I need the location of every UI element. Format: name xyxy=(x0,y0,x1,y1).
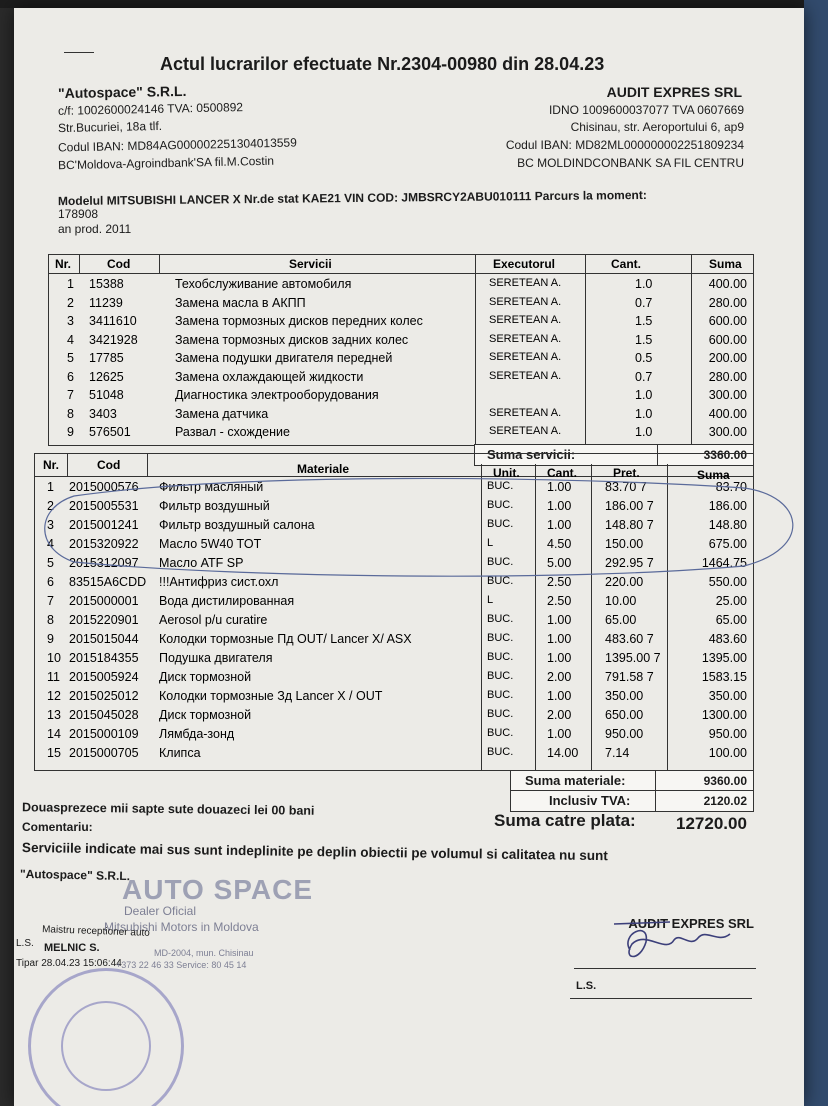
material-cod: 2015000576 xyxy=(69,480,139,494)
material-sum: 550.00 xyxy=(708,575,747,589)
service-nr: 2 xyxy=(67,295,74,310)
material-sum: 1300.00 xyxy=(701,708,747,722)
service-cod: 3403 xyxy=(89,406,117,421)
material-sum: 675.00 xyxy=(708,537,747,551)
material-unit: BUC. xyxy=(487,518,514,530)
material-unit: BUC. xyxy=(487,708,514,720)
material-unit: BUC. xyxy=(487,556,514,568)
service-sum: 280.00 xyxy=(708,369,747,384)
material-sum: 148.80 xyxy=(708,518,747,532)
material-unit: BUC. xyxy=(487,499,514,511)
material-sum: 350.00 xyxy=(708,689,747,703)
material-qty: 4.50 xyxy=(547,537,572,551)
material-cod: 2015005531 xyxy=(69,499,139,513)
services-table xyxy=(48,254,754,446)
service-sum: 300.00 xyxy=(708,388,747,402)
materials-total-label: Suma materiale: xyxy=(525,773,626,788)
material-unit: BUC. xyxy=(487,651,514,663)
material-name: Подушка двигателя xyxy=(159,651,273,665)
service-executor: SERETEAN A. xyxy=(489,332,562,345)
material-cod: 2015220901 xyxy=(69,613,139,627)
seller-line3: Codul IBAN: MD84AG000002251304013559 xyxy=(57,135,297,155)
material-name: Масло ATF SP xyxy=(159,556,244,570)
material-name: Клипса xyxy=(159,746,201,760)
material-cod: 2015045028 xyxy=(69,708,139,722)
material-price: 186.00 7 xyxy=(605,499,654,513)
material-nr: 5 xyxy=(47,556,54,570)
material-sum: 100.00 xyxy=(708,746,747,760)
service-qty: 0.7 xyxy=(635,295,653,310)
footer-seller: "Autospace" S.R.L. xyxy=(19,866,131,884)
tva-label: Inclusiv TVA: xyxy=(549,793,631,808)
service-qty: 0.5 xyxy=(635,351,653,365)
pay-label: Suma catre plata: xyxy=(494,811,636,830)
tva-box xyxy=(510,790,754,812)
service-nr: 5 xyxy=(67,351,74,365)
material-name: Фильтр масляный xyxy=(159,480,264,494)
material-price: 10.00 xyxy=(605,594,637,608)
service-nr: 9 xyxy=(67,425,74,439)
service-executor: SERETEAN A. xyxy=(489,314,562,326)
ls-right: L.S. xyxy=(576,980,597,992)
material-nr: 3 xyxy=(47,518,54,532)
material-price: 1395.00 7 xyxy=(605,651,661,665)
service-qty: 1.5 xyxy=(635,332,653,347)
material-qty: 2.50 xyxy=(547,575,572,589)
service-qty: 1.0 xyxy=(635,406,653,421)
material-unit: BUC. xyxy=(487,746,514,758)
material-name: Вода дистилированная xyxy=(159,594,295,608)
material-qty: 1.00 xyxy=(547,518,572,532)
material-sum: 950.00 xyxy=(708,727,747,741)
tva-value: 2120.02 xyxy=(703,794,747,808)
signature-line xyxy=(574,968,756,969)
material-row xyxy=(35,746,753,764)
service-row xyxy=(49,296,753,314)
material-price: 483.60 7 xyxy=(605,632,654,646)
material-name: Масло 5W40 TOT xyxy=(159,537,262,551)
material-row xyxy=(35,670,753,688)
material-name: Диск тормозной xyxy=(159,708,252,722)
service-row xyxy=(49,333,753,351)
service-executor: SERETEAN A. xyxy=(489,295,562,308)
material-qty: 5.00 xyxy=(547,556,572,570)
material-cod: 2015015044 xyxy=(69,632,139,646)
buyer-line1: IDNO 1009600037077 TVA 0607669 xyxy=(548,103,744,117)
material-unit: BUC. xyxy=(487,670,514,682)
material-unit: L xyxy=(487,594,494,606)
materials-total-value: 9360.00 xyxy=(703,774,747,788)
svc-hdr-nr: Nr. xyxy=(55,257,72,271)
maistru-name: MELNIC S. xyxy=(44,942,100,954)
service-cod: 12625 xyxy=(89,369,124,384)
vehicle-mileage: 178908 xyxy=(58,207,99,221)
mat-hdr-nr: Nr. xyxy=(43,458,60,472)
material-qty: 1.00 xyxy=(547,651,572,665)
ls-left: L.S. xyxy=(16,938,34,949)
material-cod: 2015000109 xyxy=(69,727,139,741)
material-qty: 1.00 xyxy=(547,689,572,703)
comment-label: Comentariu: xyxy=(22,820,93,834)
material-unit: BUC. xyxy=(487,480,514,492)
material-cod: 2015312097 xyxy=(69,556,139,570)
maistru-label: Maistru receptioner auto xyxy=(41,924,151,939)
service-qty: 1.0 xyxy=(635,388,653,402)
material-qty: 1.00 xyxy=(547,499,572,513)
print-date: Tipar 28.04.23 15:06:44 xyxy=(16,958,122,969)
material-nr: 9 xyxy=(47,632,54,646)
vehicle-line1: Modelul MITSUBISHI LANCER X Nr.de stat KAE21 VIN COD: JMBSRCY2ABU010111 Parcurs la moment: xyxy=(57,187,647,209)
material-sum: 1583.15 xyxy=(701,670,747,684)
service-sum: 200.00 xyxy=(708,351,747,365)
service-executor: SERETEAN A. xyxy=(489,425,562,437)
material-price: 650.00 xyxy=(605,708,644,722)
material-unit: L xyxy=(487,537,494,549)
pen-oval-mark xyxy=(44,478,784,578)
material-price: 292.95 7 xyxy=(605,556,654,570)
material-name: Лямбда-зонд xyxy=(159,727,235,741)
materials-total-box xyxy=(510,770,754,792)
ls-line xyxy=(570,998,752,999)
material-row xyxy=(35,594,753,612)
service-cod: 51048 xyxy=(89,388,124,402)
material-unit: BUC. xyxy=(487,689,514,701)
material-name: Aerosol p/u curatire xyxy=(159,613,268,627)
material-price: 791.58 7 xyxy=(605,670,654,684)
material-qty: 1.00 xyxy=(547,632,572,646)
material-price: 148.80 7 xyxy=(605,518,654,532)
service-row xyxy=(49,425,753,443)
svc-hdr-executorul: Executorul xyxy=(493,257,556,271)
material-nr: 10 xyxy=(47,651,61,665)
mat-hdr-unit: Unit. xyxy=(493,466,520,480)
vehicle-year: an prod. 2011 xyxy=(58,222,132,236)
mat-hdr-pret: Pret. xyxy=(613,466,640,480)
service-name: Замена масла в АКПП xyxy=(175,295,306,310)
autospace-logo: AUTO SPACE xyxy=(122,874,313,905)
material-qty: 2.00 xyxy=(547,670,572,684)
background-fabric xyxy=(804,0,828,1106)
material-sum: 483.60 xyxy=(708,632,747,646)
material-nr: 1 xyxy=(47,480,54,494)
material-sum: 83.70 xyxy=(715,480,747,494)
service-row xyxy=(49,277,753,295)
material-unit: BUC. xyxy=(487,727,514,739)
service-nr: 7 xyxy=(67,388,74,402)
svc-hdr-cod: Cod xyxy=(107,257,131,271)
mat-hdr-suma: Suma xyxy=(697,468,730,482)
stamp-addr1: MD-2004, mun. Chisinau xyxy=(154,948,254,958)
material-price: 150.00 xyxy=(605,537,644,551)
material-qty: 2.50 xyxy=(547,594,572,608)
amount-in-words: Douasprezece mii sapte sute douazeci lei 00 bani xyxy=(21,800,315,818)
service-name: Замена датчика xyxy=(175,406,269,421)
service-name: Замена охлаждающей жидкости xyxy=(175,369,364,384)
buyer-name: AUDIT EXPRES SRL xyxy=(606,84,742,100)
material-nr: 8 xyxy=(47,613,54,627)
material-cod: 2015025012 xyxy=(69,689,139,703)
material-price: 350.00 xyxy=(605,689,644,703)
material-nr: 12 xyxy=(47,689,61,703)
material-nr: 7 xyxy=(47,594,54,608)
service-cod: 3421928 xyxy=(89,332,138,347)
seller-line4: BC'Moldova-Agroindbank'SA fil.M.Costin xyxy=(57,153,275,173)
service-row xyxy=(49,407,753,425)
material-price: 83.70 7 xyxy=(605,480,647,494)
material-row xyxy=(35,708,753,726)
document-title: Actul lucrarilor efectuate Nr.2304-00980 din 28.04.23 xyxy=(160,54,605,74)
material-cod: 2015000705 xyxy=(69,746,139,760)
service-row xyxy=(49,388,753,406)
material-cod: 2015000001 xyxy=(69,594,139,608)
service-name: Развал - схождение xyxy=(175,425,290,439)
service-sum: 600.00 xyxy=(708,314,747,328)
stray-mark xyxy=(64,52,94,53)
service-row xyxy=(49,351,753,369)
material-qty: 2.00 xyxy=(547,708,572,722)
service-sum: 400.00 xyxy=(708,406,747,421)
service-name: Замена тормозных дисков задних колес xyxy=(175,332,409,347)
material-cod: 2015320922 xyxy=(69,537,139,551)
material-name: Колодки тормозные Зд Lancer X / OUT xyxy=(159,689,383,703)
service-cod: 17785 xyxy=(89,351,124,365)
material-sum: 65.00 xyxy=(715,613,747,627)
material-row xyxy=(35,613,753,631)
service-executor: SERETEAN A. xyxy=(489,406,562,419)
material-qty: 1.00 xyxy=(547,613,572,627)
svc-hdr-cant: Cant. xyxy=(611,257,641,271)
service-qty: 0.7 xyxy=(635,369,653,384)
material-price: 950.00 xyxy=(605,727,644,741)
material-row xyxy=(35,689,753,707)
service-nr: 1 xyxy=(67,277,74,291)
material-unit: BUC. xyxy=(487,575,514,587)
service-nr: 4 xyxy=(67,332,74,347)
material-cod: 83515A6CDD xyxy=(69,575,147,589)
seller-line1: c/f: 1002600024146 TVA: 0500892 xyxy=(57,100,244,118)
material-price: 220.00 xyxy=(605,575,644,589)
service-cod: 15388 xyxy=(89,277,124,291)
material-nr: 13 xyxy=(47,708,61,722)
material-cod: 2015184355 xyxy=(69,651,139,665)
service-name: Замена тормозных дисков передних колес xyxy=(175,314,423,328)
material-nr: 15 xyxy=(47,746,61,760)
material-name: Колодки тормозные Пд OUT/ Lancer X/ ASX xyxy=(159,632,412,646)
invoice-paper xyxy=(14,8,804,1106)
service-executor: SERETEAN A. xyxy=(489,351,562,363)
material-name: Диск тормозной xyxy=(159,670,252,684)
material-nr: 4 xyxy=(47,537,54,551)
material-cod: 2015005924 xyxy=(69,670,139,684)
material-qty: 14.00 xyxy=(547,746,579,760)
service-nr: 6 xyxy=(67,369,74,384)
svc-hdr-servicii: Servicii xyxy=(289,257,332,271)
service-executor: SERETEAN A. xyxy=(489,277,562,289)
service-cod: 576501 xyxy=(89,425,131,439)
service-row xyxy=(49,314,753,332)
material-price: 7.14 xyxy=(605,746,630,760)
material-unit: BUC. xyxy=(487,613,514,625)
stamp-dealer-line1: Dealer Oficial xyxy=(124,904,197,918)
service-qty: 1.0 xyxy=(635,425,653,439)
service-qty: 1.0 xyxy=(635,277,653,291)
material-nr: 2 xyxy=(47,499,54,513)
mat-hdr-cod: Cod xyxy=(97,458,121,472)
service-sum: 400.00 xyxy=(708,277,747,291)
footer-buyer: AUDIT EXPRES SRL xyxy=(628,916,754,931)
service-cod: 11239 xyxy=(89,295,123,310)
signature-mark xyxy=(610,914,750,968)
service-name: Диагностика электрооборудования xyxy=(175,388,379,402)
services-total-value: 3360.00 xyxy=(703,448,747,462)
buyer-line3: Codul IBAN: MD82ML000000002251809234 xyxy=(505,138,744,152)
material-row xyxy=(35,651,753,669)
seller-line2: Str.Bucuriei, 18a tlf. xyxy=(57,118,163,136)
material-qty: 1.00 xyxy=(547,480,572,494)
service-nr: 8 xyxy=(67,406,74,421)
material-row xyxy=(35,727,753,745)
service-sum: 280.00 xyxy=(708,295,747,310)
services-total-label: Suma servicii: xyxy=(487,447,576,462)
material-nr: 14 xyxy=(47,727,61,741)
buyer-line4: BC MOLDINDCONBANK SA FIL CENTRU xyxy=(517,156,744,170)
pay-value: 12720.00 xyxy=(676,814,747,833)
service-cod: 3411610 xyxy=(89,314,137,328)
mat-hdr-cant: Cant. xyxy=(547,466,577,480)
buyer-line2: Chisinau, str. Aeroportului 6, ap9 xyxy=(570,120,744,134)
svc-hdr-suma: Suma xyxy=(709,257,742,271)
material-price: 65.00 xyxy=(605,613,637,627)
round-stamp xyxy=(28,968,184,1106)
service-row xyxy=(49,370,753,388)
service-qty: 1.5 xyxy=(635,314,653,328)
material-row xyxy=(35,632,753,650)
service-nr: 3 xyxy=(67,314,74,328)
top-dark-edge xyxy=(0,0,828,8)
material-sum: 1395.00 xyxy=(701,651,747,665)
material-nr: 6 xyxy=(47,575,54,589)
material-nr: 11 xyxy=(47,670,60,684)
material-name: Фильтр воздушный xyxy=(159,499,270,513)
service-name: Техобслуживание автомобиля xyxy=(175,277,352,291)
stamp-dealer-line2: Mitsubishi Motors in Moldova xyxy=(104,920,259,934)
mat-hdr-materiale: Materiale xyxy=(297,462,350,476)
material-name: !!!Антифриз сист.охл xyxy=(159,575,279,589)
seller-name: "Autospace" S.R.L. xyxy=(57,82,187,102)
material-unit: BUC. xyxy=(487,632,514,644)
service-executor: SERETEAN A. xyxy=(489,369,562,382)
material-cod: 2015001241 xyxy=(69,518,139,532)
service-name: Замена подушки двигателя передней xyxy=(175,351,393,365)
statement-text: Serviciile indicate mai sus sunt indeplinite pe deplin obiectii pe volumul si calitatea nu sunt xyxy=(21,840,608,864)
stamp-addr2: +373 22 46 33 Service: 80 45 14 xyxy=(116,960,247,970)
service-sum: 300.00 xyxy=(708,425,747,439)
material-sum: 186.00 xyxy=(708,499,747,513)
material-sum: 25.00 xyxy=(715,594,747,608)
material-sum: 1464.75 xyxy=(701,556,747,570)
material-name: Фильтр воздушный салона xyxy=(159,518,315,532)
service-sum: 600.00 xyxy=(708,332,747,347)
material-qty: 1.00 xyxy=(547,727,572,741)
